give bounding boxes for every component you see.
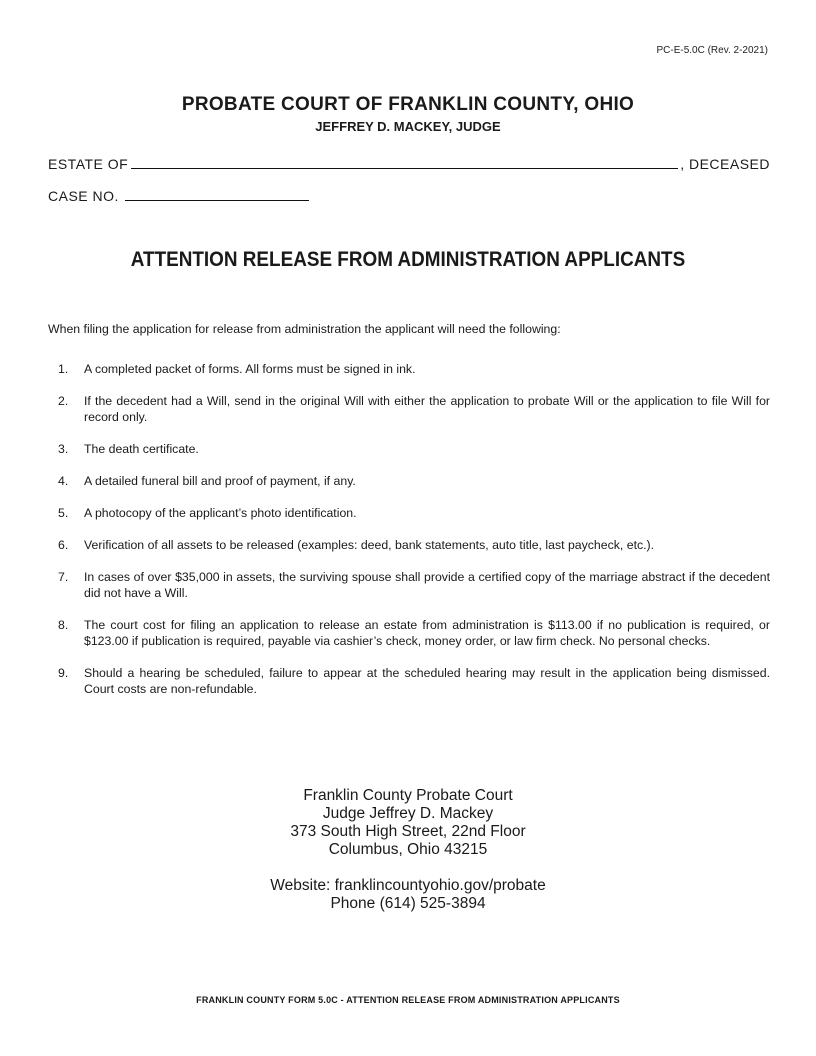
list-item	[48, 665, 770, 697]
item-text: The court cost for filing an application to release an estate from administration is $113.00 if no publication is required, or $123.00 if publication is required, payable via cashier’s check, money order, or law firm check. No personal checks.	[84, 618, 770, 648]
item-number: 1.	[58, 362, 69, 376]
item-text: A completed packet of forms. All forms must be signed in ink.	[84, 362, 416, 376]
item-text: If the decedent had a Will, send in the original Will with either the application to probate Will or the application to file Will for record only.	[84, 394, 770, 424]
court-title: PROBATE COURT OF FRANKLIN COUNTY, OHIO	[181, 94, 635, 115]
requirements-list	[48, 361, 770, 713]
contact-block	[0, 787, 816, 913]
street-address: 373 South High Street, 22nd Floor	[290, 823, 526, 840]
item-text: Verification of all assets to be released (examples: deed, bank statements, auto title, last paycheck, etc.).	[84, 538, 655, 552]
intro-text: When filing the application for release from administration the applicant will need the following:	[48, 322, 561, 336]
item-number: 8.	[58, 618, 69, 632]
item-text: The death certificate.	[84, 442, 199, 456]
list-item	[48, 473, 770, 489]
judge-name: Judge Jeffrey D. Mackey	[322, 805, 494, 822]
deceased-label: , DECEASED	[680, 156, 770, 172]
item-number: 4.	[58, 474, 69, 488]
judge-line: JEFFREY D. MACKEY, JUDGE	[315, 119, 501, 134]
item-number: 7.	[58, 570, 69, 584]
item-number: 9.	[58, 666, 69, 680]
list-item	[48, 537, 770, 553]
estate-label: ESTATE OF	[48, 156, 129, 172]
list-item	[48, 617, 770, 649]
item-text: A detailed funeral bill and proof of payment, if any.	[84, 474, 356, 488]
city-address: Columbus, Ohio 43215	[328, 841, 488, 858]
case-number-field[interactable]	[125, 186, 309, 201]
court-name: Franklin County Probate Court	[303, 787, 513, 804]
item-number: 6.	[58, 538, 69, 552]
item-text: A photocopy of the applicant’s photo identification.	[84, 506, 357, 520]
list-item	[48, 361, 770, 377]
notice-title: ATTENTION RELEASE FROM ADMINISTRATION APPLICANTS	[130, 248, 686, 271]
item-text: Should a hearing be scheduled, failure to appear at the scheduled hearing may result in the application being dismissed. Court costs are non-refundable.	[84, 666, 770, 696]
list-item	[48, 393, 770, 425]
item-text: In cases of over $35,000 in assets, the surviving spouse shall provide a certified copy of the marriage abstract if the decedent did not have a Will.	[84, 570, 770, 600]
phone-text: Phone (614) 525-3894	[330, 895, 486, 912]
website-text: Website: franklincountyohio.gov/probate	[270, 877, 546, 894]
item-number: 3.	[58, 442, 69, 456]
list-item	[48, 569, 770, 601]
list-item	[48, 505, 770, 521]
estate-field-row	[48, 154, 770, 172]
form-footer: FRANKLIN COUNTY FORM 5.0C - ATTENTION RELEASE FROM ADMINISTRATION APPLICANTS	[196, 995, 620, 1005]
case-label: CASE NO.	[48, 188, 119, 204]
case-field-row	[48, 186, 309, 204]
item-number: 2.	[58, 394, 69, 408]
estate-name-field[interactable]	[131, 154, 678, 169]
item-number: 5.	[58, 506, 69, 520]
list-item	[48, 441, 770, 457]
form-id: PC-E-5.0C (Rev. 2-2021)	[656, 45, 768, 56]
